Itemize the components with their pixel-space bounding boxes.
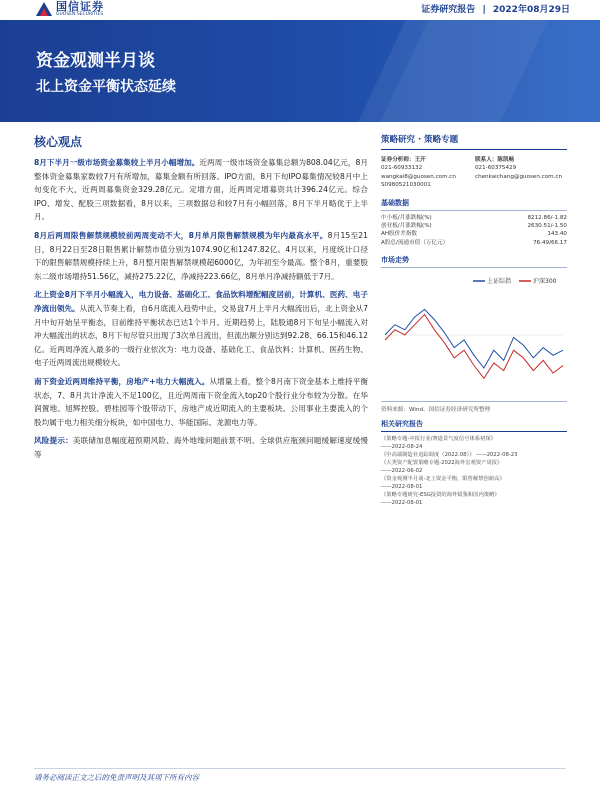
risk-label: 风险提示： xyxy=(34,436,73,446)
data-value: 2630.51/-1.50 xyxy=(527,223,567,230)
market-trend-chart-box xyxy=(381,255,567,399)
paragraph-body: 8月15至21日，8月22日至28日限售累计解禁市值分别为1074.90亿和1247.82亿。4月以来，月度统计口径下的限售解禁规模持续上升，8月整月限售解禁规模超6000亿，为年初至今最高。整个8月，重要股东二级市场增持51.56亿，减持275.22亿，净减持223.66亿，8月单月净减持额低于7月。 xyxy=(34,230,368,281)
related-report-item[interactable]: 《大类资产配置策略专题-2022海外宏观资产周报》 xyxy=(381,460,503,467)
top-strip xyxy=(0,0,600,18)
title-banner xyxy=(0,20,600,122)
analyst-1-label: 证券分析师：王开 xyxy=(381,157,426,163)
data-label: 创业板/月涨跌幅(%) xyxy=(381,223,432,230)
data-row xyxy=(381,239,567,247)
paragraph-highlight: 8月后两周限售解禁规模较前两周变动不大，8月单月限售解禁规模为年内最高水平。 xyxy=(34,230,328,240)
related-reports-list xyxy=(381,435,567,507)
market-trend-heading: 市场走势 xyxy=(381,255,567,268)
footer-disclaimer: 请务必阅读正文之后的免责声明及其项下所有内容 xyxy=(34,773,199,782)
analyst-1-cert: S0980521030001 xyxy=(381,182,431,189)
data-value: 143.40 xyxy=(547,231,567,238)
report-title: 资金观测半月谈 xyxy=(36,51,155,71)
related-report-item[interactable]: 《资金观测半月谈-北上资金平衡，限售解禁创新高》 xyxy=(381,476,505,483)
footer-divider xyxy=(34,768,566,769)
guosen-logo xyxy=(36,0,104,18)
legend-label-1: 沪深300 xyxy=(533,278,557,286)
paragraph-risk xyxy=(34,434,368,461)
basic-data-table xyxy=(381,214,567,248)
data-value: 8212.86/-1.82 xyxy=(527,214,567,221)
paragraph-highlight: 南下资金近两周维持平衡，房地产+电力大幅流入。 xyxy=(34,376,210,386)
logo-cn: 国信证券 xyxy=(56,0,104,13)
analyst-2 xyxy=(475,156,567,190)
related-report-date: ——2022-06-02 xyxy=(381,468,423,475)
paragraph-ipo xyxy=(34,156,368,224)
data-label: 中小板/月涨跌幅(%) xyxy=(381,214,432,221)
analyst-2-email[interactable]: chenkaichang@guosen.com.cn xyxy=(475,173,563,180)
analyst-1 xyxy=(381,156,473,190)
data-label: A股总/流通市值（万亿元） xyxy=(381,239,449,246)
report-meta xyxy=(417,2,570,15)
chart-legend xyxy=(473,277,557,285)
report-subtitle: 北上资金平衡状态延续 xyxy=(36,79,176,95)
related-report-item[interactable]: 《策略专题研究-ESG投资的海外镜鉴和国内策略》 xyxy=(381,492,500,499)
sidebar-title: 策略研究 · 策略专题 xyxy=(381,133,567,150)
paragraph-body: 近两周一级市场资金募集总额为808.04亿元，8月整体资金募集家数较7月有所增加，募集金额有所回落。IPO方面，8月下旬IPO募集情况较8月中上旬变化不大，近两周募集资金329.28亿元。定增方面，近两周定增募资共计396.24亿元。综合IPO、增发、配股三项数据看，8月以来，三项数据总和较7月有小幅回落，8月下半月略优于上半月。 xyxy=(34,158,368,222)
core-view-heading: 核心观点 xyxy=(34,135,83,149)
analyst-1-email[interactable]: wangkai8@guosen.com.cn xyxy=(381,173,456,180)
paragraph-body: 从增量上看，整个8月南下资金基本上维持平衡状态，7、8月共计净流入不足100亿，且近两周南下资金流入top20个股行业分布较为分散。在华润置地、旭辉控股、碧桂园等个股带动下，房地产成近期流入的主要板块。公用事业主要流入的个股均属于电力相关细分板块，如中国电力、华能国际、龙源电力等。 xyxy=(34,376,368,427)
paragraph-northbound xyxy=(34,288,368,370)
logo-mark-icon xyxy=(36,2,52,16)
sidebar xyxy=(381,133,567,507)
related-report-item[interactable]: 《中高端制造业追踪调度（2022.08）》 ——2022-08-23 xyxy=(381,452,518,459)
analyst-2-phone: 021-60375429 xyxy=(475,165,517,172)
data-row xyxy=(381,214,567,222)
series-line-1 xyxy=(385,315,563,379)
paragraph-highlight: 北上资金8月下半月小幅流入，电力设备、基础化工、食品饮料增配幅度居前，计算机、医药、电子净流出领先。 xyxy=(34,290,368,313)
main-column xyxy=(34,133,368,466)
risk-body: 美联储加息幅度超预期风险、海外地缘问题前景不明、全球供应瓶颈问题缓解速度缓慢等 xyxy=(34,436,368,459)
data-label: AH股价差指数 xyxy=(381,231,418,238)
related-report-date: ——2022-08-24 xyxy=(381,444,423,451)
paragraph-southbound xyxy=(34,375,368,429)
data-row xyxy=(381,222,567,230)
analyst-2-label: 联系人：陈凯畅 xyxy=(475,157,515,163)
basic-data-heading: 基础数据 xyxy=(381,198,567,211)
data-value: 76.49/66.17 xyxy=(533,239,567,246)
report-date: 2022年08月29日 xyxy=(492,5,570,15)
analyst-1-phone: 021-60933132 xyxy=(381,165,423,172)
logo-en: GUOSEN SECURITIES xyxy=(56,11,104,17)
related-report-date: ——2022-08-01 xyxy=(381,500,423,507)
legend-label-0: 上证综指 xyxy=(487,278,512,286)
series-line-0 xyxy=(385,310,563,369)
related-report-date: ——2022-08-01 xyxy=(381,484,423,491)
paragraph-highlight: 8月下半月一级市场资金募集较上半月小幅增加。 xyxy=(34,158,200,167)
chart-source: 资料来源：Wind、国信证券经济研究所整理 xyxy=(381,401,567,413)
meta-divider: | xyxy=(482,5,486,15)
report-type: 证券研究报告 xyxy=(421,5,476,15)
data-row xyxy=(381,230,567,238)
related-report-item[interactable]: 《策略专题-中报行业/赛道景气度信号体系初探》 xyxy=(381,436,496,443)
related-reports-heading: 相关研究报告 xyxy=(381,419,567,432)
market-trend-chart xyxy=(381,271,567,399)
paragraph-unlock xyxy=(34,229,368,283)
paragraph-body: 从流入节奏上看，自6月底流入趋势中止，交易盘7月上半月大幅流出后，北上资金从7月中旬开始呈平衡态，目前维持平衡状态已达1个半月。近期趋势上，陆股通8月下旬呈小幅流入对冲大幅流出的状态，8月下旬尽管只出现了3次单日流出，但流出额分别达到92.28、66.15和46.12亿。近两周净流入最多的一级行业依次为：电力设备、基础化工、食品饮料；计算机、医药生物、电子近两周流出规模较大。 xyxy=(34,303,368,368)
analyst-info xyxy=(381,156,567,190)
